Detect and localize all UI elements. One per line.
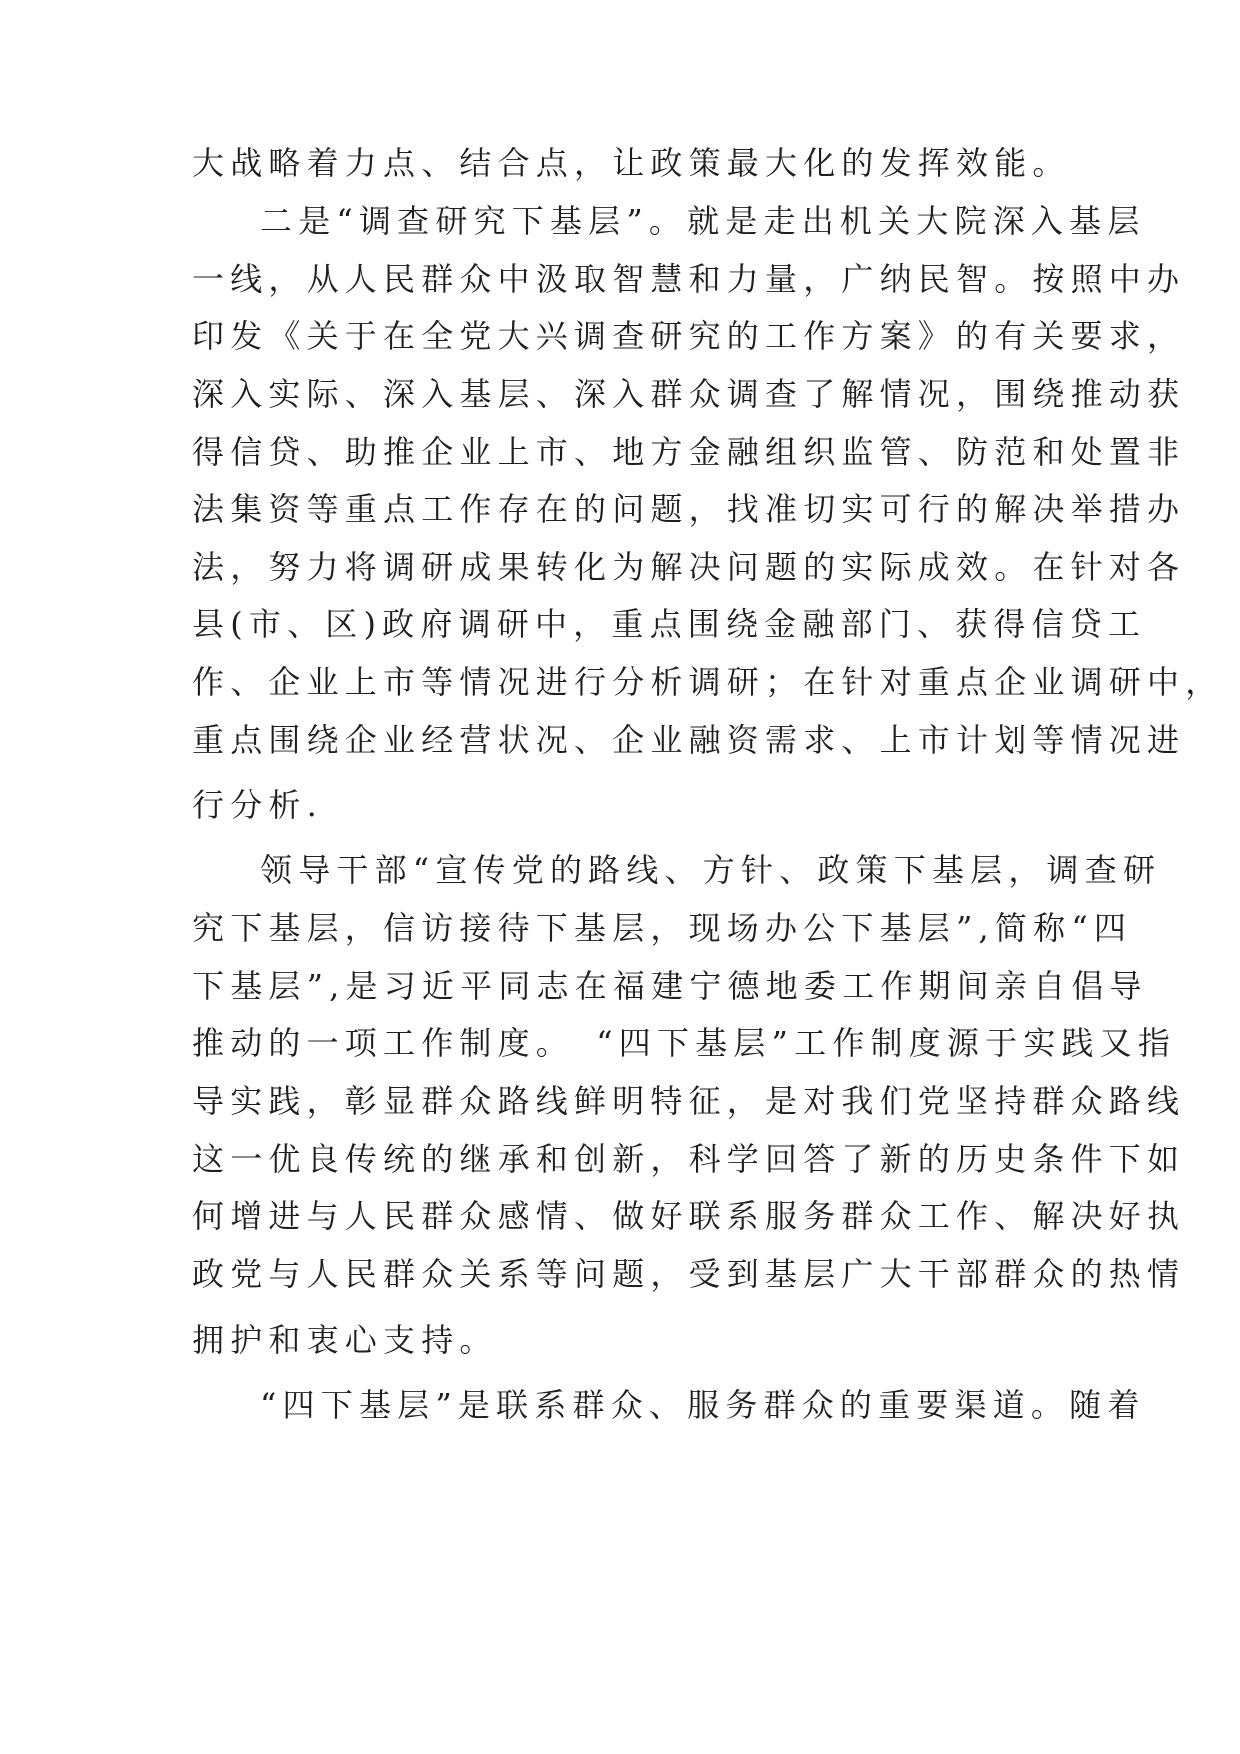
paragraph-start-line: 领导干部“宣传党的路线、方针、政策下基层，调查研 <box>260 851 1162 889</box>
text-line: 法，努力将调研成果转化为解决问题的实际成效。在针对各 <box>192 548 1186 586</box>
paragraph-start-line: 二是“调查研究下基层”。就是走出机关大院深入基层 <box>260 202 1146 240</box>
text-line: 这一优良传统的继承和创新，科学回答了新的历史条件下如 <box>192 1140 1186 1178</box>
text-line: 推动的一项工作制度。 “四下基层”工作制度源于实践又指 <box>192 1024 1177 1062</box>
text-line: 政党与人民群众关系等问题，受到基层广大干部群众的热情 <box>192 1255 1186 1293</box>
text-line: 作、企业上市等情况进行分析调研；在针对重点企业调研中， <box>192 663 1224 701</box>
text-line: 深入实际、深入基层、深入群众调查了解情况，围绕推动获 <box>192 375 1186 413</box>
text-line: 何增进与人民群众感情、做好联系服务群众工作、解决好执 <box>192 1197 1186 1235</box>
text-line: 拥护和衷心支持。 <box>192 1321 498 1359</box>
text-line: 一线，从人民群众中汲取智慧和力量，广纳民智。按照中办 <box>192 260 1186 298</box>
text-line: 法集资等重点工作存在的问题，找准切实可行的解决举措办 <box>192 490 1186 528</box>
text-line: 重点围绕企业经营状况、企业融资需求、上市计划等情况进 <box>192 721 1186 759</box>
text-line: 究下基层，信访接待下基层，现场办公下基层”,简称“四 <box>192 909 1133 947</box>
text-line: 县(市、区)政府调研中，重点围绕金融部门、获得信贷工 <box>192 605 1147 643</box>
text-line: 下基层”,是习近平同志在福建宁德地委工作期间亲自倡导 <box>192 967 1148 1005</box>
text-line: 大战略着力点、结合点，让政策最大化的发挥效能。 <box>192 144 1071 182</box>
text-line: 得信贷、助推企业上市、地方金融组织监管、防范和处置非 <box>192 433 1186 471</box>
text-line: 印发《关于在全党大兴调查研究的工作方案》的有关要求， <box>192 317 1186 355</box>
text-line: 导实践，彰显群众路线鲜明特征，是对我们党坚持群众路线 <box>192 1082 1186 1120</box>
paragraph-start-line: “四下基层”是联系群众、服务群众的重要渠道。随着 <box>260 1386 1146 1424</box>
text-line: 行分析. <box>192 786 323 824</box>
